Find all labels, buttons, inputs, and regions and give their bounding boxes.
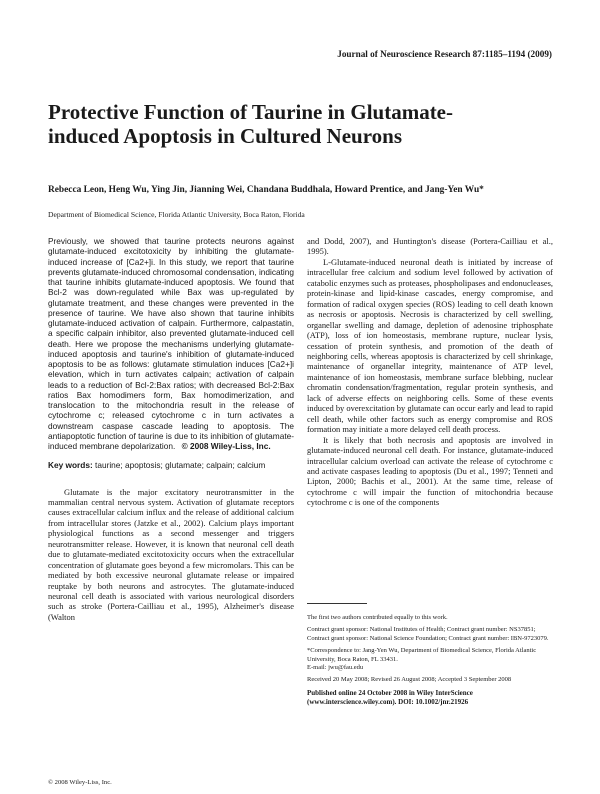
right-column — [307, 236, 553, 508]
keywords — [48, 460, 294, 470]
page-copyright: © 2008 Wiley-Liss, Inc. — [48, 779, 112, 786]
footnote-grants: Contract grant sponsor: National Institutes of Health; Contract grant number: NS37851; Contract grant sponsor: National Science Foundation; Contract grant number: IBN-9723079. — [307, 626, 549, 642]
footnote-dates: Received 20 May 2008; Revised 26 August 2008; Accepted 3 September 2008 — [307, 676, 512, 684]
journal-reference: Journal of Neuroscience Research 87:1185–1194 (2009) — [337, 49, 552, 59]
abstract — [48, 236, 294, 451]
footnote-published: Published online 24 October 2008 in Wiley InterScience (www.interscience.wiley.com). DOI: 10.1002/jnr.21926 — [307, 688, 473, 706]
intro-paragraph: Glutamate is the major excitatory neurotransmitter in the mammalian central nervous system. Activation of glutamate receptors causes extracellular calcium influx and the release of additional calcium from intracellular stores (Jatzke et al., 2002). Calcium plays important physiological functions as a second messenger and triggers neurotransmitter release. However, it is known that neuronal cell death due to glutamate-mediated excitotoxicity occurs when the extracellular concentration of glutamate goes beyond a few micromolars. This can be mediated by both excessive neuronal glutamate release or impaired reuptake by both neurons and astrocytes. The glutamate-induced neuronal cell death is associated with various neurological disorders such as stroke (Portera-Cailliau et al., 1995), Alzheimer's disease (Walton — [48, 486, 294, 622]
footnote-email: E-mail: jwu@fau.edu — [307, 664, 364, 672]
body-continuation: and Dodd, 2007), and Huntington's disease (Portera-Cailliau et al., 1995). — [307, 236, 553, 257]
article-title: Protective Function of Taurine in Glutamate-induced Apoptosis in Cultured Neurons — [48, 100, 453, 148]
footnotes — [307, 614, 553, 711]
footnote-equal-contribution: The first two authors contributed equally to this work. — [307, 614, 448, 621]
footnote-divider — [307, 603, 367, 604]
keywords-list: taurine; apoptosis; glutamate; calpain; calcium — [95, 460, 266, 471]
abstract-copyright: © 2008 Wiley-Liss, Inc. — [181, 441, 271, 451]
footnote-correspondence: *Correspondence to: Jang-Yen Wu, Department of Biomedical Science, Florida Atlantic University, Boca Raton, FL 33431. — [307, 647, 537, 663]
left-column — [48, 236, 294, 622]
body-paragraph-3: It is likely that both necrosis and apoptosis are involved in glutamate-induced neuronal cell death. For instance, glutamate-induced intracellular calcium overload can activate the release of cytochrome c and activate caspases leading to apoptosis (Du et al., 1997; Tenneti and Lipton, 2000; Bachis et al., 2001). At the same time, release of cytochrome c will impair the function of mitochondria because cytochrome c is one of the components — [307, 434, 553, 508]
author-affiliation: Department of Biomedical Science, Florida Atlantic University, Boca Raton, Florida — [48, 210, 305, 219]
abstract-text: Previously, we showed that taurine protects neurons against glutamate-induced excitotoxicity by inhibiting the glutamate-induced increase of [Ca2+]i. In this study, we report that taurine prevents glutamate-induced chromosomal condensation, indicating that taurine inhibits glutamate-induced apoptosis. We found that Bcl-2 was down-regulated while Bax was up-regulated by glutamate treatment, and these changes were prevented in the presence of taurine. We have also shown that taurine inhibits glutamate-induced activation of calpain. Furthermore, calpastatin, a specific calpain inhibitor, also prevented glutamate-induced cell death. Here we propose the mechanisms underlying glutamate-induced apoptosis and taurine's inhibition of glutamate-induced apoptosis to be as follows: glutamate stimulation induces [Ca2+]i elevation, which in turn activates calpain; activation of calpain leads to a reduction of Bcl-2:Bax ratios; with decreased Bcl-2:Bax ratios Bax homodimers form, Bax homodimerization, and translocation to the mitochondria result in the release of cytochrome c; released cytochrome c in turn activates a downstream caspase cascade leading to apoptosis. The antiapoptotic function of taurine is due to its inhibition of glutamate-induced membrane depolarization. — [48, 236, 294, 451]
author-list: Rebecca Leon, Heng Wu, Ying Jin, Jianning Wei, Chandana Buddhala, Howard Prentice, and Jang-Yen Wu* — [48, 185, 484, 195]
keywords-label: Key words: — [48, 460, 93, 471]
body-paragraph-2: L-Glutamate-induced neuronal death is initiated by increase of intracellular free calcium and sodium level followed by activation of catabolic enzymes such as proteases, phospholipases and endonucleases, protein-kinase and lipid-kinase cascades, energy compromise, and formation of radical oxygen species (ROS) leading to cell death known as necrosis or apoptosis. Necrosis is characterized by cell swelling, organellar swelling and damage, depletion of adenosine triphosphate (ATP), loss of ion homeostasis, membrane rupture, nuclear lysis, cessation of protein synthesis, and promotion of the death of neighboring cells, whereas apoptosis is characterized by cell shrinkage, maintenance of organellar integrity, maintenance of ATP level, maintenance of ion homeostasis, membrane surface blebbing, nuclear chromatin condensation/fragmentation, regular protein synthesis, and lack of adverse effects on neighboring cells. Some of these events induced by overexcitation by glutamate can occur early and lead to rapid cell death, while other factors such as energy compromise and ROS formation may initiate a more delayed cell death process. — [307, 256, 553, 435]
